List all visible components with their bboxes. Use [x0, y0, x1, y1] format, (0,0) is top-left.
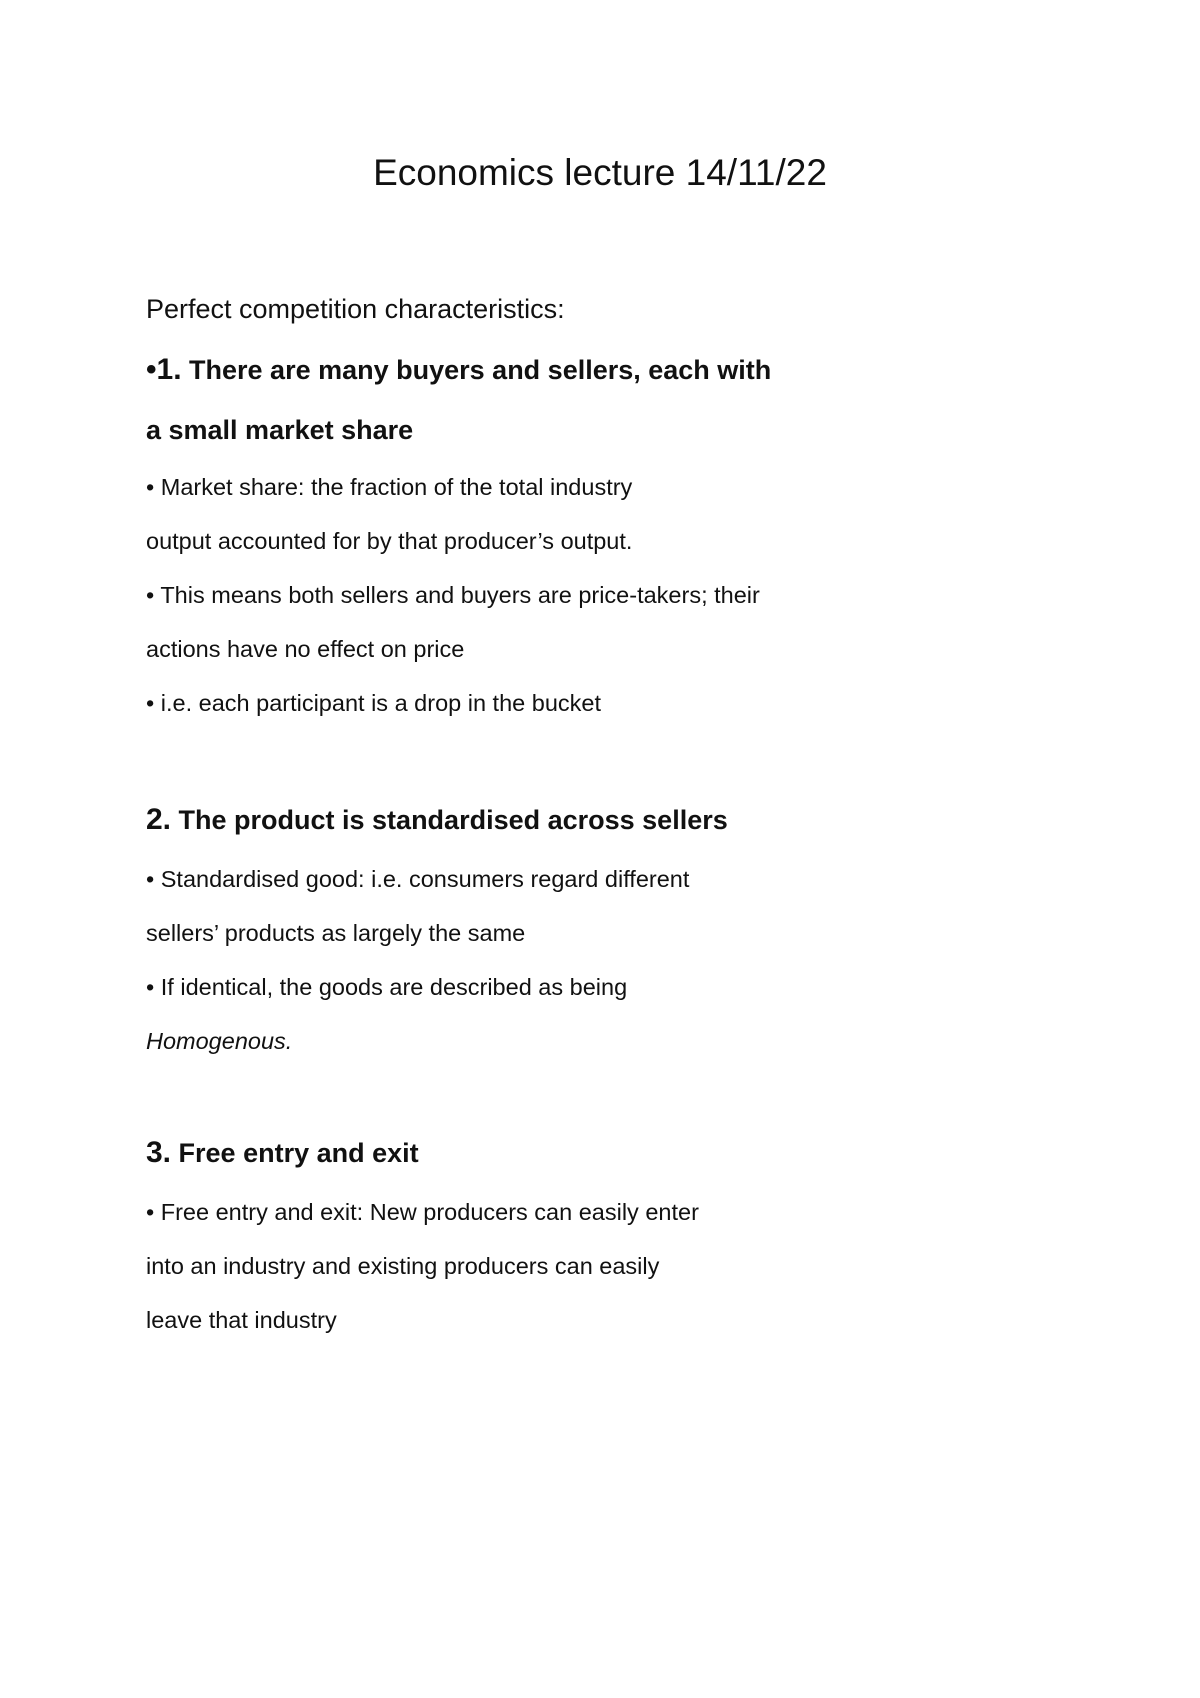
section-2-line: • Standardised good: i.e. consumers regard different [146, 866, 690, 892]
section-2-heading-text: The product is standardised across sellers [171, 805, 728, 835]
section-1-line: actions have no effect on price [146, 636, 465, 662]
intro-text: Perfect competition characteristics: [146, 294, 565, 324]
section-2-number: 2. [146, 803, 172, 836]
section-1-heading [146, 353, 771, 387]
section-2-heading [146, 803, 728, 837]
section-1-line: • Market share: the fraction of the total industry [146, 474, 633, 500]
section-3-line: • Free entry and exit: New producers can easily enter [146, 1199, 699, 1225]
section-3-heading [146, 1136, 419, 1170]
section-3-number: 3. [146, 1136, 172, 1169]
section-3-line: into an industry and existing producers can easily [146, 1253, 660, 1279]
section-1-heading-text: There are many buyers and sellers, each with [181, 355, 772, 385]
page-title: Economics lecture 14/11/22 [373, 152, 827, 193]
section-2-line: • If identical, the goods are described as being [146, 974, 628, 1000]
section-2-line: sellers’ products as largely the same [146, 920, 526, 946]
section-3-line: leave that industry [146, 1307, 337, 1333]
section-1-line: output accounted for by that producer’s output. [146, 528, 633, 554]
section-1-heading-continued: a small market share [146, 415, 414, 445]
section-1-line: • This means both sellers and buyers are price-takers; their [146, 582, 760, 608]
section-3-heading-text: Free entry and exit [171, 1138, 419, 1168]
section-1-line: • i.e. each participant is a drop in the bucket [146, 690, 601, 716]
section-1-number: •1. [146, 353, 182, 386]
homogenous-term: Homogenous. [146, 1028, 293, 1054]
